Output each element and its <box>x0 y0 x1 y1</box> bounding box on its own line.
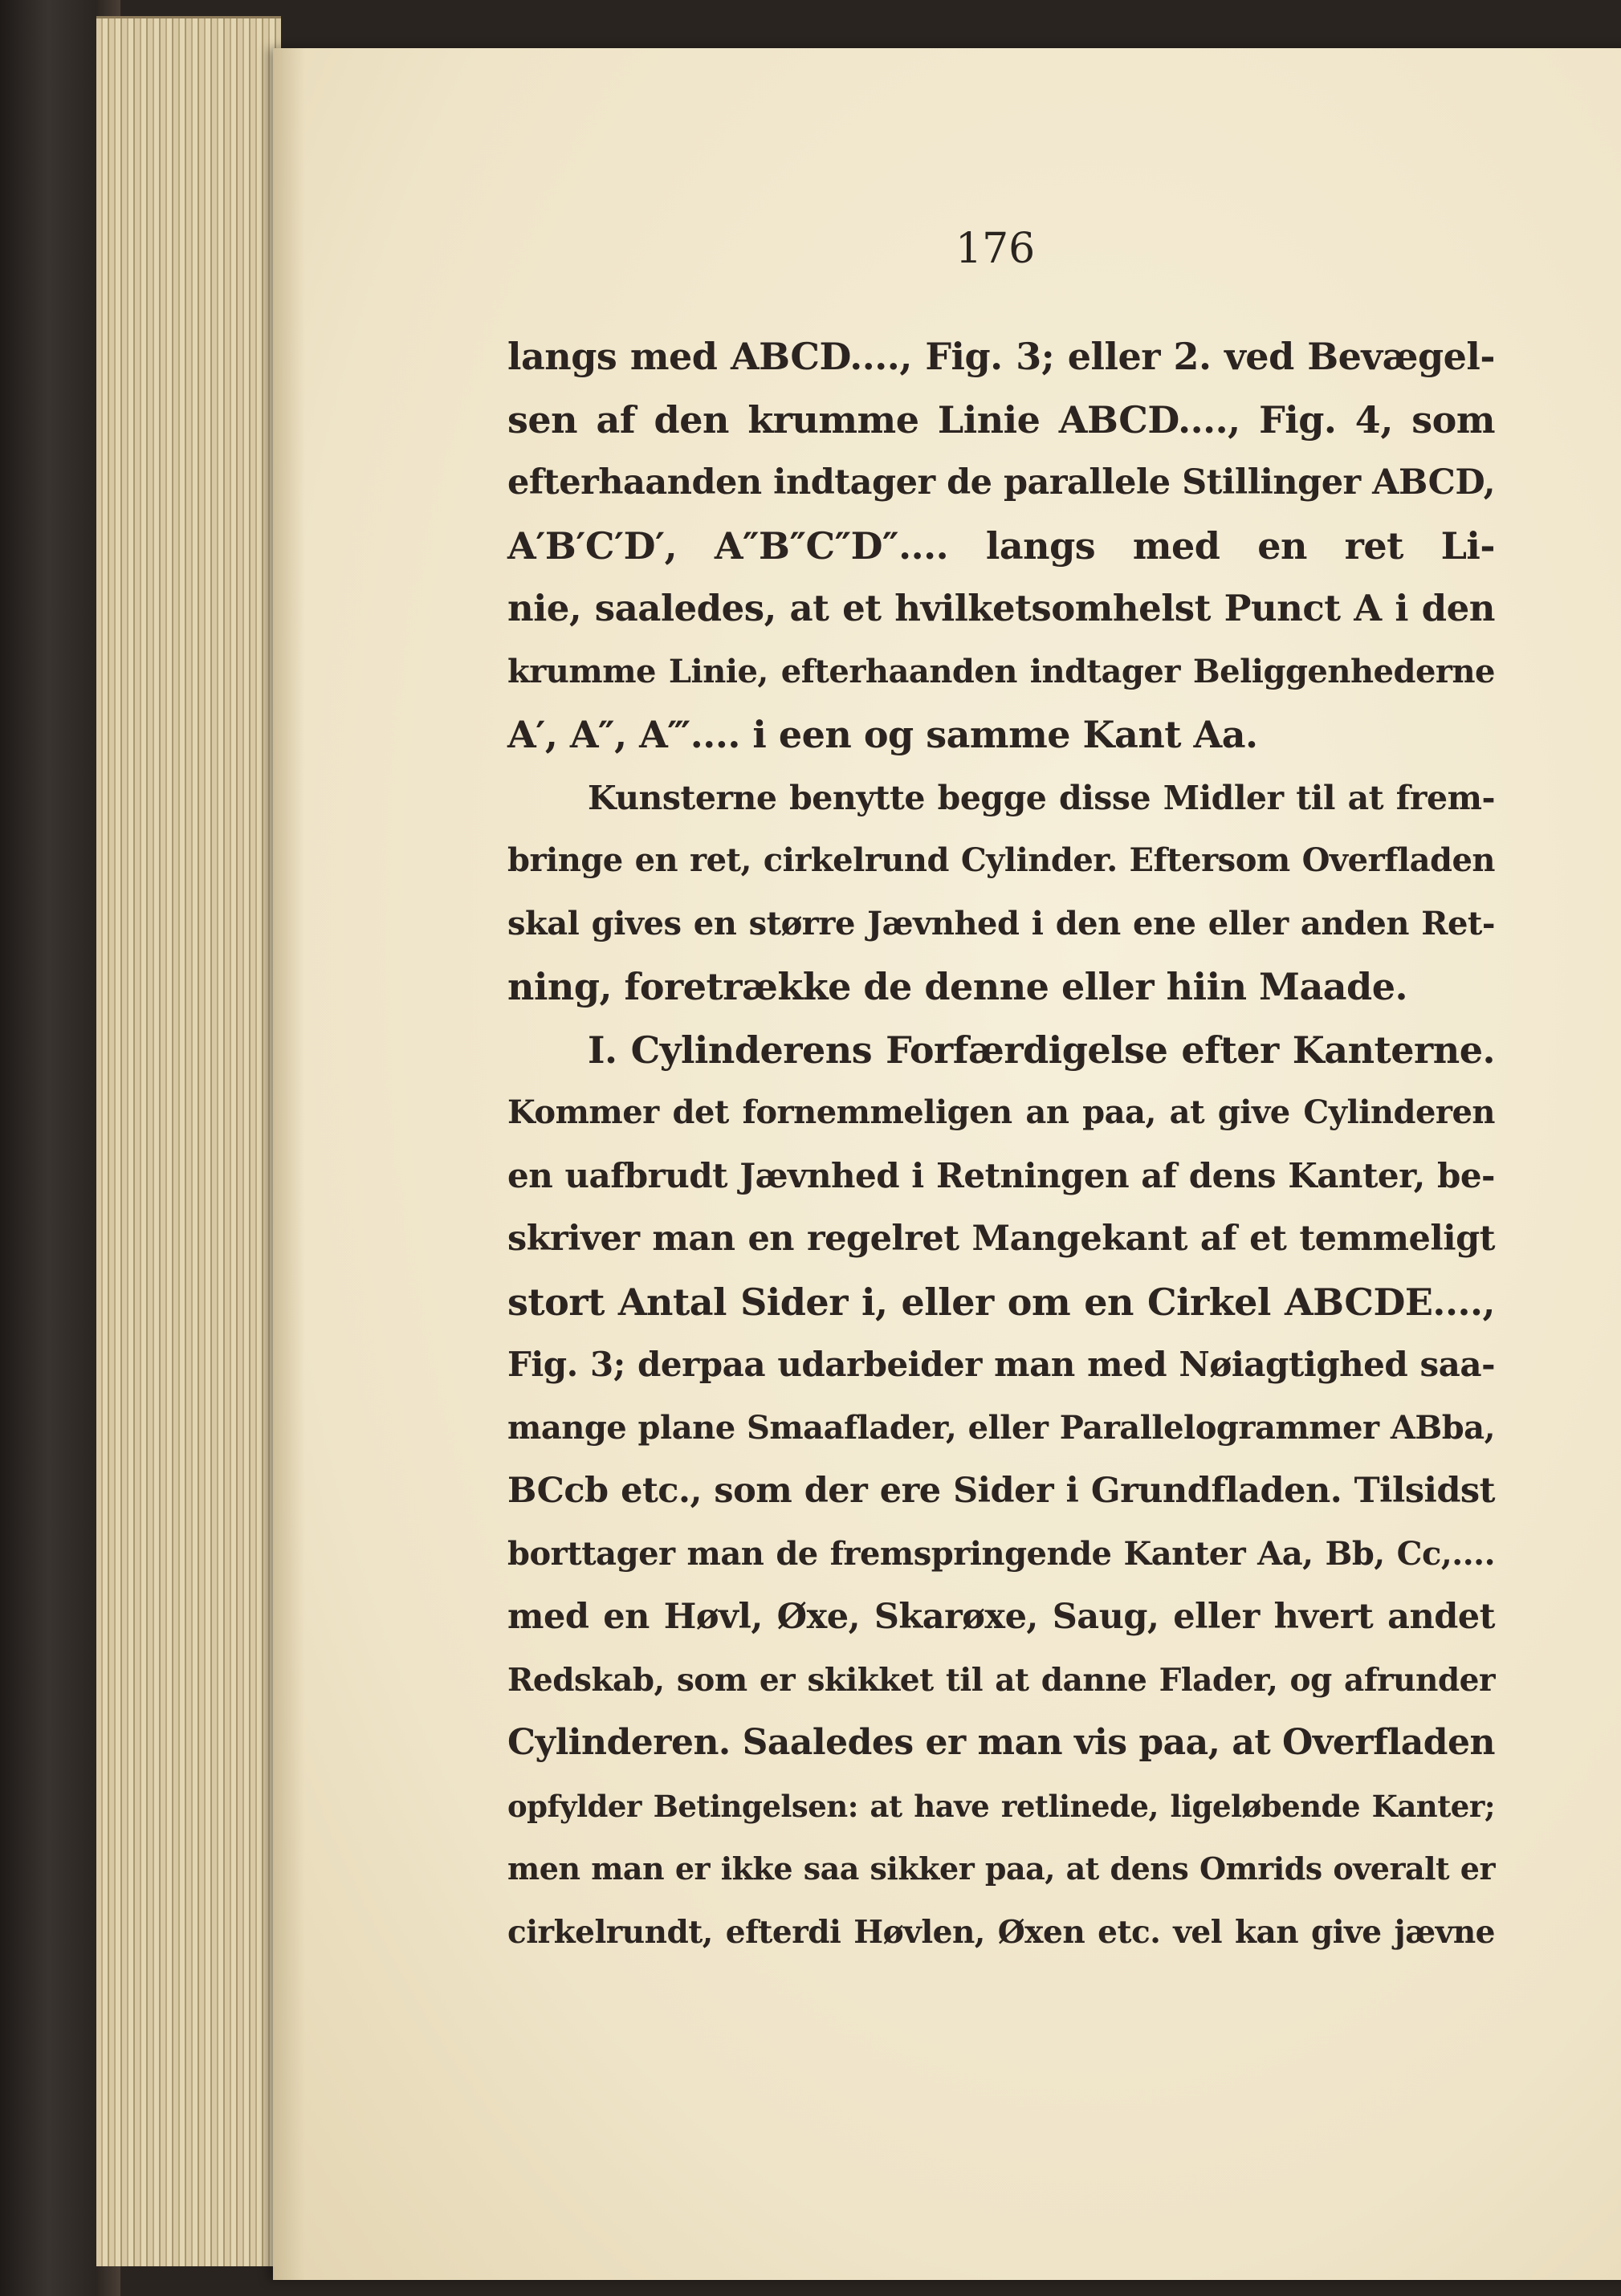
text-line: sen af den krumme Linie ABCD...., Fig. 4, som <box>507 397 1495 442</box>
text-line: med en Høvl, Øxe, Skarøxe, Saug, eller hvert andet <box>507 1597 1495 1637</box>
text-line: men man er ikke saa sikker paa, at dens Omrids overalt er <box>507 1850 1495 1887</box>
text-line: Kunsterne benytte begge disse Midler til at frem- <box>588 778 1495 817</box>
text-line: nie, saaledes, at et hvilketsomhelst Punct A i den <box>507 587 1495 629</box>
text-line: Redskab, som er skikket til at danne Flader, og afrunder <box>507 1661 1495 1699</box>
section-heading: I. Cylinderens Forfærdigelse efter Kanterne. <box>588 1028 1495 1072</box>
text-line: mange plane Smaaflader, eller Parallelogrammer ABba, <box>507 1408 1495 1447</box>
text-line: langs med ABCD...., Fig. 3; eller 2. ved Bevægel- <box>507 335 1495 378</box>
text-line: Kommer det fornemmeligen an paa, at give Cylinderen <box>507 1093 1495 1131</box>
text-line: A′, A″, A‴.... i een og samme Kant Aa. <box>507 713 1258 756</box>
page-edges <box>96 16 281 2266</box>
text-line: cirkelrundt, efterdi Høvlen, Øxen etc. vel kan give jævne <box>507 1913 1495 1951</box>
text-line: skal gives en større Jævnhed i den ene eller anden Ret- <box>507 904 1495 942</box>
text-line: krumme Linie, efterhaanden indtager Beliggenhederne <box>507 652 1495 690</box>
text-line: borttager man de fremspringende Kanter Aa, Bb, Cc,.... <box>507 1534 1495 1573</box>
text-line: skriver man en regelret Mangekant af et temmeligt <box>507 1219 1495 1259</box>
text-line: opfylder Betingelsen: at have retlinede, ligeløbende Kanter; <box>507 1788 1495 1824</box>
page-gutter <box>273 48 305 2280</box>
text-line: efterhaanden indtager de parallele Stillinger ABCD, <box>507 462 1496 503</box>
text-line: A′B′C′D′, A″B″C″D″.... langs med en ret Li- <box>507 523 1495 568</box>
text-line: Cylinderen. Saaledes er man vis paa, at Overfladen <box>507 1722 1495 1763</box>
text-line: BCcb etc., som der ere Sider i Grundfladen. Tilsidst <box>507 1471 1495 1511</box>
body-text <box>507 325 1495 1964</box>
page-number: 176 <box>955 225 1036 273</box>
text-line: bringe en ret, cirkelrund Cylinder. Eftersom Overfladen <box>507 841 1495 879</box>
text-line: ning, foretrække de denne eller hiin Maade. <box>507 965 1407 1008</box>
text-line: stort Antal Sider i, eller om en Cirkel ABCDE...., <box>507 1280 1495 1324</box>
text-line: en uafbrudt Jævnhed i Retningen af dens Kanter, be- <box>507 1155 1495 1195</box>
text-line: Fig. 3; derpaa udarbeider man med Nøiagtighed saa- <box>507 1345 1495 1384</box>
